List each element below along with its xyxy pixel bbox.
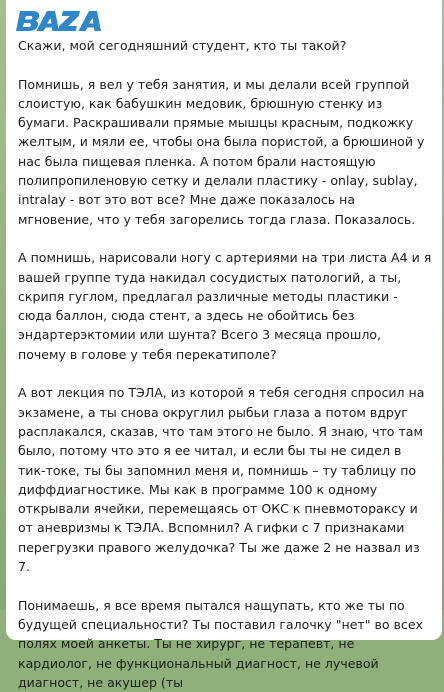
message-text	[18, 36, 432, 692]
message-bubble[interactable]	[6, 0, 442, 690]
message-paragraph: А помнишь, нарисовали ногу с артериями на три листа А4 и я вашей группе туда накидал сосудистых патологий, а ты, скрипя гуглом, предлагал различные методы пластики - сюда баллон, сюда стент, а здесь не обойтись без эндартерэктомии или шунта? Всего 3 месяца прошло, почему в голове у тебя перекатиполе?	[18, 250, 432, 362]
message-paragraph: Понимаешь, я все время пытался нащупать, кто же ты по будущей специальности? Ты поставил галочку "нет" во всех полях моей анкеты. Ты не хирург, не терапевт, не кардиолог, не функциональный диагност, не лучевой диагност, не акушер (ты	[18, 597, 423, 690]
message-paragraph: Скажи, мой сегодняшний студент, кто ты такой?	[18, 38, 347, 53]
baza-logo-icon	[18, 8, 108, 34]
message-paragraph: А вот лекция по ТЭЛА, из которой я тебя сегодня спросил на экзамене, а ты снова округлил рыбьи глаза а потом вдруг расплакался, сказав, что там этого не было. Я знаю, что там было, потому что это я ее читал, и если бы ты не сидел в тик-токе, ты бы запомнил меня и, помнишь – ту таблицу по диффдиагностике. Мы как в программе 100 к одному открывали ячейки, перемещаясь от ОКС к пневмотораксу и от аневризмы к ТЭЛА. Вспомнил? А гифки с 7 признаками перегрузки правого желудочка? Ты же даже 2 не назвал из 7.	[18, 385, 425, 575]
message-paragraph: Помнишь, я вел у тебя занятия, и мы делали всей группой слоистую, как бабушкин медовик, брюшную стенку из бумаги. Раскрашивали прямые мышцы красным, подкожку желтым, и мяли ее, чтобы она была пористой, а брюшиной у нас была пищевая пленка. А потом брали настоящую полипропиленовую сетку и делали пластику - onlay, sublay, intralay - вот это вот все? Мне даже показалось на мгновение, что у тебя загорелись тогда глаза. Показалось.	[18, 76, 425, 227]
channel-logo[interactable]	[18, 8, 432, 34]
